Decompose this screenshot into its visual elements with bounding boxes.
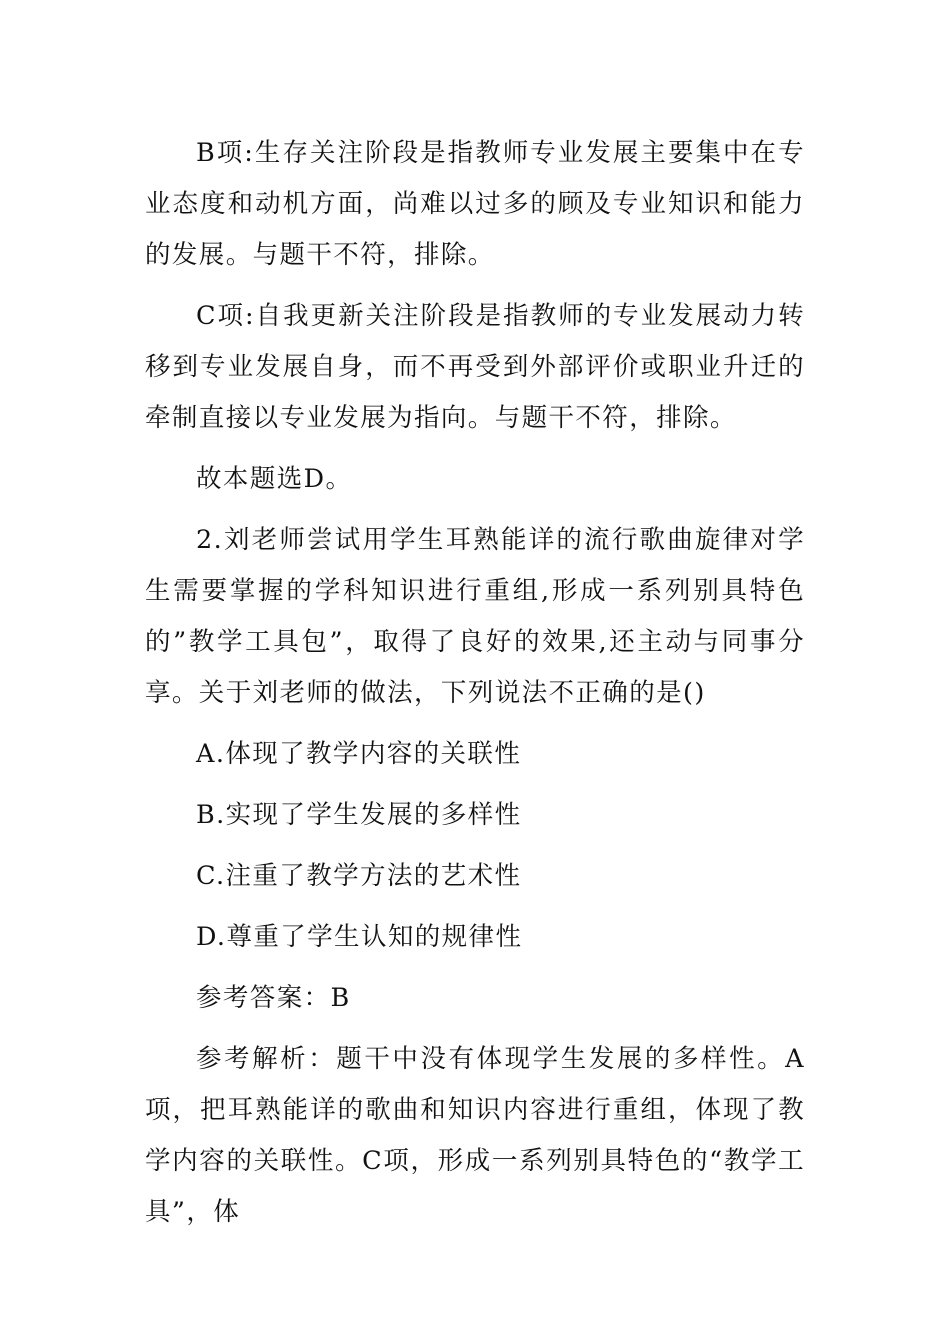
- question-2-option-b: B.实现了学生发展的多样性: [196, 800, 522, 830]
- option-b-explanation: B项:生存关注阶段是指教师专业发展主要集中在专业态度和动机方面，尚难以过多的顾及专业知识和能力的发展。与题干不符，排除。: [145, 138, 805, 270]
- question-2-stem: 2.刘老师尝试用学生耳熟能详的流行歌曲旋律对学生需要掌握的学科知识进行重组,形成一系列别具特色的”教学工具包”，取得了良好的效果,还主动与同事分享。关于刘老师的做法，下列说法不正确的是(): [145, 525, 805, 708]
- question-2-option-c: C.注重了教学方法的艺术性: [196, 861, 522, 891]
- question-2-option-d: D.尊重了学生认知的规律性: [196, 922, 523, 952]
- document-page: [145, 128, 805, 1238]
- reference-answer: 参考答案：B: [196, 983, 351, 1013]
- answer-conclusion: 故本题选D。: [196, 464, 353, 494]
- reference-analysis: 参考解析：题干中没有体现学生发展的多样性。A项，把耳熟能详的歌曲和知识内容进行重组，体现了教学内容的关联性。C项，形成一系列别具特色的“教学工具”，体: [145, 1044, 805, 1227]
- question-2-option-a: A.体现了教学内容的关联性: [196, 739, 522, 769]
- option-c-explanation: C项:自我更新关注阶段是指教师的专业发展动力转移到专业发展自身，而不再受到外部评价或职业升迁的牵制直接以专业发展为指向。与题干不符，排除。: [145, 301, 805, 433]
